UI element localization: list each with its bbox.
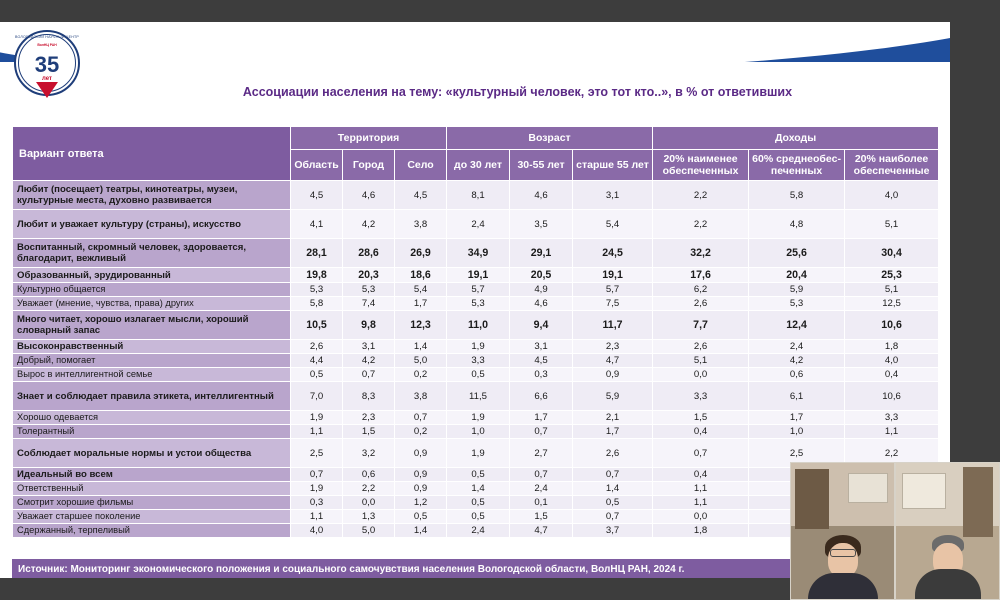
row-value: 0,5 <box>447 496 510 510</box>
row-value: 5,7 <box>573 283 653 297</box>
row-value: 28,6 <box>343 239 395 268</box>
row-value: 0,5 <box>447 368 510 382</box>
row-value: 12,4 <box>749 311 845 340</box>
row-value: 0,0 <box>343 496 395 510</box>
row-value: 3,3 <box>845 411 939 425</box>
row-value: 0,9 <box>395 439 447 468</box>
row-value: 12,5 <box>845 297 939 311</box>
subheader-over55: старше 55 лет <box>573 150 653 181</box>
row-value: 0,5 <box>395 510 447 524</box>
row-label: Уважает (мнение, чувства, права) других <box>13 297 291 311</box>
row-value: 5,4 <box>395 283 447 297</box>
row-value: 2,6 <box>653 340 749 354</box>
row-value: 6,6 <box>510 382 573 411</box>
row-value: 30,4 <box>845 239 939 268</box>
logo-years-label: лет <box>42 76 52 82</box>
row-value: 4,8 <box>749 210 845 239</box>
slide-title: Ассоциации населения на тему: «культурный человек, это тот кто..», в % от ответивших <box>242 85 793 99</box>
row-value: 3,3 <box>653 382 749 411</box>
row-value: 19,1 <box>573 268 653 283</box>
row-value: 4,0 <box>291 524 343 538</box>
row-label: Сдержанный, терпеливый <box>13 524 291 538</box>
row-value: 0,7 <box>573 468 653 482</box>
row-label: Культурно общается <box>13 283 291 297</box>
row-value: 0,7 <box>343 368 395 382</box>
row-label: Любит (посещает) театры, кинотеатры, музеи, культурные места, духовно развивается <box>13 181 291 210</box>
row-value: 0,9 <box>395 468 447 482</box>
row-value: 3,3 <box>447 354 510 368</box>
row-value: 1,3 <box>343 510 395 524</box>
row-value: 5,4 <box>573 210 653 239</box>
row-value: 5,9 <box>573 382 653 411</box>
header-group-income: Доходы <box>653 127 939 150</box>
row-label: Хорошо одевается <box>13 411 291 425</box>
table-row <box>13 368 939 382</box>
row-value: 1,7 <box>395 297 447 311</box>
row-value: 5,7 <box>447 283 510 297</box>
row-value: 4,7 <box>510 524 573 538</box>
row-value: 0,4 <box>653 468 749 482</box>
row-value: 1,4 <box>395 524 447 538</box>
row-value: 2,4 <box>749 340 845 354</box>
row-value: 5,0 <box>343 524 395 538</box>
row-value: 5,3 <box>291 283 343 297</box>
row-value: 0,7 <box>395 411 447 425</box>
row-value: 0,6 <box>343 468 395 482</box>
row-value: 7,4 <box>343 297 395 311</box>
row-value: 0,9 <box>573 368 653 382</box>
row-value: 2,3 <box>573 340 653 354</box>
row-label: Добрый, помогает <box>13 354 291 368</box>
participant-video-right[interactable] <box>895 462 1000 600</box>
row-value: 10,6 <box>845 311 939 340</box>
row-value: 6,1 <box>749 382 845 411</box>
row-value: 5,3 <box>447 297 510 311</box>
row-value: 4,5 <box>395 181 447 210</box>
subheader-income-mid: 60% среднеобес-печенных <box>749 150 845 181</box>
row-value: 1,4 <box>573 482 653 496</box>
row-label: Вырос в интеллигентной семье <box>13 368 291 382</box>
row-value: 3,1 <box>573 181 653 210</box>
row-value: 34,9 <box>447 239 510 268</box>
row-value: 2,7 <box>510 439 573 468</box>
row-value: 11,7 <box>573 311 653 340</box>
row-value: 3,2 <box>343 439 395 468</box>
row-value: 6,2 <box>653 283 749 297</box>
table-row <box>13 268 939 283</box>
logo-top-text: ВОЛОГОДСКИЙ НАУЧНЫЙ ЦЕНТР <box>14 35 80 39</box>
table-row <box>13 297 939 311</box>
row-value: 0,2 <box>395 425 447 439</box>
subheader-30-55: 30-55 лет <box>510 150 573 181</box>
row-value: 1,1 <box>653 482 749 496</box>
row-value: 4,5 <box>291 181 343 210</box>
row-value: 17,6 <box>653 268 749 283</box>
table-row <box>13 382 939 411</box>
row-value: 0,5 <box>291 368 343 382</box>
row-value: 1,5 <box>653 411 749 425</box>
row-value: 1,0 <box>749 425 845 439</box>
row-value: 0,2 <box>395 368 447 382</box>
row-value: 4,9 <box>510 283 573 297</box>
row-label: Образованный, эрудированный <box>13 268 291 283</box>
row-value: 1,1 <box>653 496 749 510</box>
row-value: 0,1 <box>510 496 573 510</box>
row-value: 20,5 <box>510 268 573 283</box>
row-value: 2,5 <box>749 439 845 468</box>
row-value: 7,0 <box>291 382 343 411</box>
source-note: Источник: Мониторинг экономического положения и социального самочувствия населения Вологодской области, ВолНЦ РАН, 2024 г. <box>12 559 938 578</box>
row-value: 10,5 <box>291 311 343 340</box>
row-value: 4,5 <box>510 354 573 368</box>
row-value: 4,4 <box>291 354 343 368</box>
row-value: 1,7 <box>749 411 845 425</box>
row-label: Ответственный <box>13 482 291 496</box>
row-value: 4,2 <box>749 354 845 368</box>
row-label: Знает и соблюдает правила этикета, интеллигентный <box>13 382 291 411</box>
row-value: 1,1 <box>845 425 939 439</box>
row-value: 2,1 <box>573 411 653 425</box>
row-value: 1,4 <box>447 482 510 496</box>
row-value: 5,1 <box>653 354 749 368</box>
row-value: 12,3 <box>395 311 447 340</box>
row-value: 0,3 <box>291 496 343 510</box>
subheader-region: Область <box>291 150 343 181</box>
row-value: 4,6 <box>510 297 573 311</box>
row-value: 4,0 <box>845 181 939 210</box>
row-value: 0,7 <box>291 468 343 482</box>
row-value: 3,5 <box>510 210 573 239</box>
row-label: Идеальный во всем <box>13 468 291 482</box>
table-row <box>13 411 939 425</box>
row-value: 1,9 <box>447 340 510 354</box>
row-value: 1,0 <box>447 425 510 439</box>
row-value: 1,9 <box>447 411 510 425</box>
row-value: 18,6 <box>395 268 447 283</box>
organization-logo <box>14 30 80 104</box>
row-value: 2,4 <box>447 210 510 239</box>
row-value: 1,8 <box>653 524 749 538</box>
row-value: 0,4 <box>653 425 749 439</box>
header-group-territory: Территория <box>291 127 447 150</box>
participant-video-left[interactable] <box>790 462 895 600</box>
table-row <box>13 354 939 368</box>
row-label: Высоконравственный <box>13 340 291 354</box>
logo-mid-text: ВолНЦ РАН <box>37 43 57 47</box>
row-value: 2,2 <box>653 181 749 210</box>
row-value: 0,9 <box>395 482 447 496</box>
row-value: 5,8 <box>749 181 845 210</box>
row-value: 1,4 <box>395 340 447 354</box>
row-value: 9,4 <box>510 311 573 340</box>
row-label: Смотрит хорошие фильмы <box>13 496 291 510</box>
row-value: 0,5 <box>447 510 510 524</box>
row-value: 10,6 <box>845 382 939 411</box>
row-label: Уважает старшее поколение <box>13 510 291 524</box>
row-value: 24,5 <box>573 239 653 268</box>
row-value: 0,6 <box>749 368 845 382</box>
row-value: 20,3 <box>343 268 395 283</box>
row-value: 9,8 <box>343 311 395 340</box>
subheader-income-low: 20% наименее обеспеченных <box>653 150 749 181</box>
row-value: 4,2 <box>343 210 395 239</box>
row-value: 0,5 <box>573 496 653 510</box>
row-value: 4,6 <box>510 181 573 210</box>
row-value: 2,4 <box>510 482 573 496</box>
row-value: 2,6 <box>653 297 749 311</box>
row-value: 0,5 <box>447 468 510 482</box>
header-group-age: Возраст <box>447 127 653 150</box>
row-value: 4,6 <box>343 181 395 210</box>
row-value: 0,7 <box>510 468 573 482</box>
table-row <box>13 340 939 354</box>
row-label: Толерантный <box>13 425 291 439</box>
row-value: 2,5 <box>291 439 343 468</box>
row-value: 1,7 <box>510 411 573 425</box>
table-row <box>13 181 939 210</box>
row-value: 32,2 <box>653 239 749 268</box>
row-value: 28,1 <box>291 239 343 268</box>
row-value: 3,8 <box>395 210 447 239</box>
row-label: Соблюдает моральные нормы и устои общества <box>13 439 291 468</box>
row-label: Много читает, хорошо излагает мысли, хороший словарный запас <box>13 311 291 340</box>
row-value: 3,1 <box>510 340 573 354</box>
row-value: 11,0 <box>447 311 510 340</box>
row-value: 19,1 <box>447 268 510 283</box>
row-value: 5,3 <box>343 283 395 297</box>
row-value: 2,4 <box>447 524 510 538</box>
row-value: 26,9 <box>395 239 447 268</box>
row-value: 1,9 <box>447 439 510 468</box>
row-value: 2,3 <box>343 411 395 425</box>
row-value: 5,8 <box>291 297 343 311</box>
row-value: 0,7 <box>653 439 749 468</box>
row-value: 3,7 <box>573 524 653 538</box>
subheader-income-high: 20% наиболее обеспеченные <box>845 150 939 181</box>
row-label: Любит и уважает культуру (страны), искусство <box>13 210 291 239</box>
row-value: 2,2 <box>343 482 395 496</box>
row-value: 1,1 <box>291 425 343 439</box>
table-row <box>13 210 939 239</box>
row-value: 1,9 <box>291 411 343 425</box>
table-row <box>13 311 939 340</box>
row-value: 7,5 <box>573 297 653 311</box>
row-value: 1,5 <box>510 510 573 524</box>
row-value: 1,7 <box>573 425 653 439</box>
table-row <box>13 239 939 268</box>
row-value: 5,1 <box>845 283 939 297</box>
table-row <box>13 283 939 297</box>
row-value: 2,6 <box>291 340 343 354</box>
row-value: 1,2 <box>395 496 447 510</box>
subheader-city: Город <box>343 150 395 181</box>
row-value: 2,2 <box>845 439 939 468</box>
row-value: 0,0 <box>653 510 749 524</box>
row-value: 5,0 <box>395 354 447 368</box>
row-value: 5,9 <box>749 283 845 297</box>
video-tiles <box>790 462 1000 600</box>
row-label: Воспитанный, скромный человек, здоровается, благодарит, вежливый <box>13 239 291 268</box>
row-value: 1,1 <box>291 510 343 524</box>
row-value: 19,8 <box>291 268 343 283</box>
row-value: 3,8 <box>395 382 447 411</box>
row-value: 0,0 <box>653 368 749 382</box>
row-value: 1,8 <box>845 340 939 354</box>
row-value: 4,2 <box>343 354 395 368</box>
row-value: 5,1 <box>845 210 939 239</box>
row-value: 4,1 <box>291 210 343 239</box>
row-value: 0,3 <box>510 368 573 382</box>
subheader-village: Село <box>395 150 447 181</box>
row-value: 25,6 <box>749 239 845 268</box>
row-value: 2,6 <box>573 439 653 468</box>
row-value: 20,4 <box>749 268 845 283</box>
row-value: 1,5 <box>343 425 395 439</box>
row-value: 0,7 <box>573 510 653 524</box>
decorative-banner <box>0 22 950 72</box>
row-value: 1,9 <box>291 482 343 496</box>
row-value: 7,7 <box>653 311 749 340</box>
subheader-under30: до 30 лет <box>447 150 510 181</box>
row-value: 8,3 <box>343 382 395 411</box>
row-value: 11,5 <box>447 382 510 411</box>
header-variant: Вариант ответа <box>13 127 291 181</box>
row-value: 4,0 <box>845 354 939 368</box>
row-value: 3,1 <box>343 340 395 354</box>
row-value: 5,3 <box>749 297 845 311</box>
row-value: 0,4 <box>845 368 939 382</box>
table-row <box>13 425 939 439</box>
row-value: 29,1 <box>510 239 573 268</box>
row-value: 0,7 <box>510 425 573 439</box>
row-value: 8,1 <box>447 181 510 210</box>
row-value: 2,2 <box>653 210 749 239</box>
row-value: 4,7 <box>573 354 653 368</box>
row-value: 25,3 <box>845 268 939 283</box>
logo-anniversary-number: 35 <box>34 52 60 77</box>
